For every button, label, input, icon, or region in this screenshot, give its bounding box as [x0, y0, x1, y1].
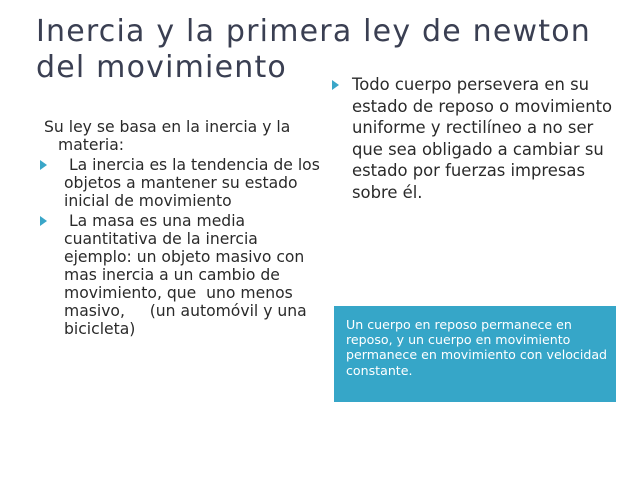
slide-title: Inercia y la primera ley de newton del movimiento	[36, 14, 591, 85]
right-bullet-text: Todo cuerpo persevera en su estado de reposo o movimiento uniforme y rectilíneo a no ser que sea obligado a cambiar su estado por fuerzas impresas sobre él.	[352, 75, 613, 202]
left-text-block	[38, 118, 328, 340]
left-bullet-text: La masa es una media cuantitativa de la inercia ejemplo: un objeto masivo con mas inercia a un cambio de movimiento, que uno menos masivo, (un automóvil y una bicicleta)	[64, 212, 312, 338]
left-bullet-item	[38, 156, 328, 210]
triangle-bullet-icon	[40, 160, 47, 170]
left-intro-text: Su ley se basa en la inercia y la materia:	[44, 118, 291, 154]
triangle-bullet-icon	[332, 80, 339, 90]
right-bullet-item	[326, 74, 616, 204]
left-bullet-text: La inercia es la tendencia de los objetos a mantener su estado inicial de movimiento	[64, 156, 325, 210]
left-bullet-item	[38, 212, 328, 338]
callout-box	[334, 306, 616, 402]
right-text-block	[326, 74, 616, 206]
callout-text: Un cuerpo en reposo permanece en reposo, y un cuerpo en movimiento permanece en movimiento con velocidad constante.	[346, 317, 608, 378]
triangle-bullet-icon	[40, 216, 47, 226]
